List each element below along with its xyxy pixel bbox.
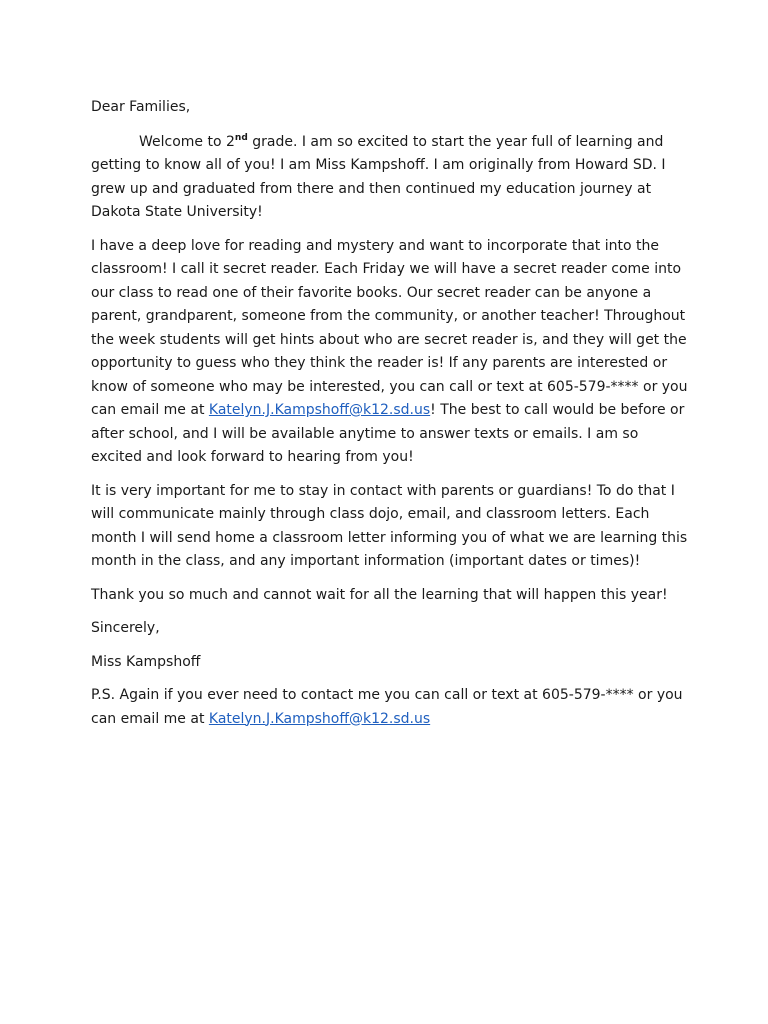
secret-reader-paragraph xyxy=(91,235,691,470)
letter-greeting: Dear Families, xyxy=(91,99,191,115)
secret-reader-text-start: I have a deep love for reading and mystery and want to incorporate that into the classroom! I call it secret reader. Each Friday we will have a secret reader come into our class to read one of their favorite books. Our secret reader can be anyone a parent, grandparent, someone from the community, or another teacher! Throughout the week students will get hints about who are secret reader is, and they will get the opportunity to guess who they think the reader is! If any parents are interested or know of someone who may be interested, you can call or text at 605-579-**** or you can email me at xyxy=(91,237,688,418)
welcome-text-start: Welcome to 2 xyxy=(139,133,235,150)
letter-closing: Sincerely, xyxy=(91,620,160,636)
postscript-paragraph xyxy=(91,684,691,731)
communication-paragraph: It is very important for me to stay in contact with parents or guardians! To do that I will communicate mainly through class dojo, email, and classroom letters. Each month I will send home a classroom letter informing you of what we are learning this month in the class, and any important information (important dates or times)! xyxy=(91,482,688,569)
welcome-text-end: grade. I am so excited to start the year full of learning and getting to know all of you! I am Miss Kampshoff. I am originally from Howard SD. I grew up and graduated from there and then continued my education journey at Dakota State University! xyxy=(91,133,666,220)
letter-body xyxy=(91,96,691,741)
secret-reader-text-end: ! The best to call would be before or after school, and I will be available anytime to answer texts or emails. I am so excited and look forward to hearing from you! xyxy=(91,402,685,465)
ordinal-suffix: nd xyxy=(234,132,248,143)
thank-you-paragraph: Thank you so much and cannot wait for all the learning that will happen this year! xyxy=(91,586,668,603)
letter-signature: Miss Kampshoff xyxy=(91,653,201,670)
postscript-email-link[interactable]: Katelyn.J.Kampshoff@k12.sd.us xyxy=(208,710,431,727)
postscript-text: P.S. Again if you ever need to contact me you can call or text at 605-579-**** or you can email me at xyxy=(91,687,683,727)
welcome-paragraph xyxy=(91,131,691,225)
email-link[interactable]: Katelyn.J.Kampshoff@k12.sd.us xyxy=(208,402,431,418)
